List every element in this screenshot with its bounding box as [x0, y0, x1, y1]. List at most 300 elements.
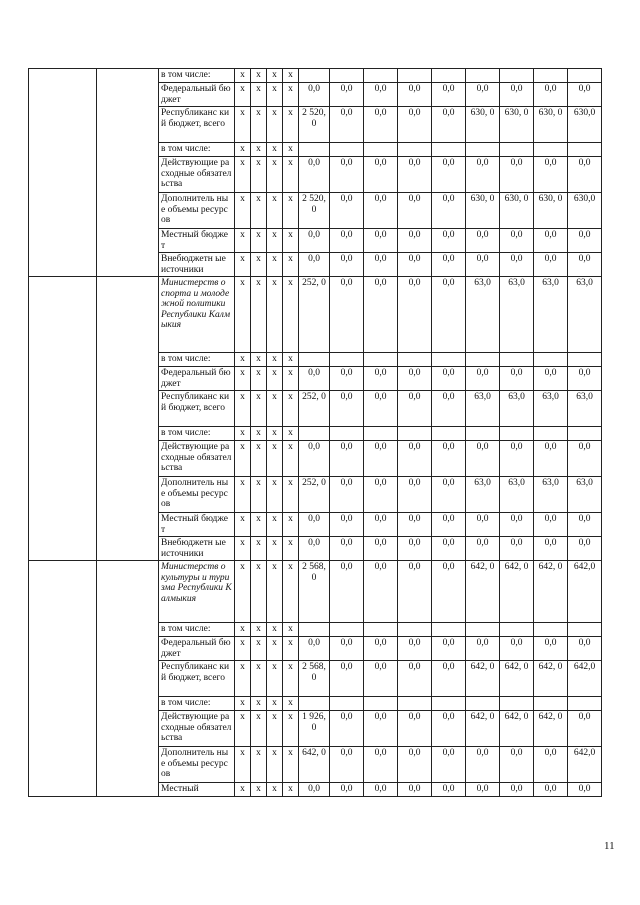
- value-cell: 0,0: [466, 367, 500, 391]
- x-mark-cell: x: [235, 427, 251, 441]
- value-cell: 0,0: [398, 193, 432, 229]
- x-mark-cell: x: [235, 637, 251, 661]
- value-cell: 0,0: [500, 83, 534, 107]
- x-mark-cell: x: [267, 661, 283, 697]
- value-cell: 1 926, 0: [299, 711, 330, 747]
- x-mark-cell: x: [235, 441, 251, 477]
- table-row: [29, 561, 637, 623]
- x-mark-cell: x: [251, 747, 267, 783]
- value-cell: 642,0: [568, 661, 602, 697]
- value-cell: 0,0: [330, 229, 364, 253]
- value-cell: 0,0: [299, 229, 330, 253]
- value-cell: [364, 143, 398, 157]
- value-cell: [432, 427, 466, 441]
- value-cell: 0,0: [299, 367, 330, 391]
- value-cell: 0,0: [364, 561, 398, 623]
- row-label: Министерств о спорта и молодежной политики Республики Калмыкия: [159, 277, 235, 353]
- value-cell: [398, 427, 432, 441]
- x-mark-cell: x: [235, 193, 251, 229]
- value-cell: 0,0: [330, 441, 364, 477]
- value-cell: [466, 353, 500, 367]
- value-cell: 0,0: [398, 367, 432, 391]
- value-cell: 252, 0: [299, 477, 330, 513]
- value-cell: 0,0: [364, 477, 398, 513]
- value-cell: [466, 427, 500, 441]
- x-mark-cell: x: [283, 367, 299, 391]
- value-cell: 0,0: [398, 561, 432, 623]
- value-cell: 0,0: [330, 277, 364, 353]
- row-label: Местный бюджет: [159, 229, 235, 253]
- value-cell: 0,0: [466, 441, 500, 477]
- value-cell: 630,0: [568, 107, 602, 143]
- row-label: в том числе:: [159, 427, 235, 441]
- x-mark-cell: x: [235, 229, 251, 253]
- row-label: Республиканс кий бюджет, всего: [159, 391, 235, 427]
- x-mark-cell: x: [235, 353, 251, 367]
- value-cell: 2 520, 0: [299, 107, 330, 143]
- value-cell: [500, 353, 534, 367]
- value-cell: 0,0: [330, 107, 364, 143]
- value-cell: 0,0: [398, 513, 432, 537]
- x-mark-cell: x: [283, 229, 299, 253]
- value-cell: [398, 623, 432, 637]
- value-cell: 63,0: [534, 477, 568, 513]
- section-span-cell: [97, 561, 159, 797]
- value-cell: 0,0: [534, 513, 568, 537]
- value-cell: [398, 697, 432, 711]
- value-cell: 0,0: [500, 513, 534, 537]
- value-cell: 0,0: [398, 391, 432, 427]
- value-cell: 0,0: [398, 747, 432, 783]
- x-mark-cell: x: [251, 353, 267, 367]
- value-cell: 0,0: [330, 367, 364, 391]
- value-cell: 642,0: [568, 747, 602, 783]
- value-cell: [568, 69, 602, 83]
- x-mark-cell: x: [283, 783, 299, 797]
- x-mark-cell: x: [283, 193, 299, 229]
- value-cell: [398, 353, 432, 367]
- value-cell: 0,0: [364, 193, 398, 229]
- value-cell: [330, 69, 364, 83]
- value-cell: 0,0: [398, 783, 432, 797]
- value-cell: 0,0: [500, 157, 534, 193]
- value-cell: [534, 353, 568, 367]
- value-cell: 642, 0: [534, 561, 568, 623]
- x-mark-cell: x: [251, 623, 267, 637]
- value-cell: [364, 623, 398, 637]
- value-cell: 0,0: [466, 83, 500, 107]
- x-mark-cell: x: [251, 637, 267, 661]
- x-mark-cell: x: [235, 513, 251, 537]
- x-mark-cell: x: [283, 513, 299, 537]
- value-cell: 63,0: [466, 277, 500, 353]
- value-cell: 630, 0: [500, 107, 534, 143]
- value-cell: 0,0: [398, 253, 432, 277]
- x-mark-cell: x: [283, 747, 299, 783]
- x-mark-cell: x: [267, 537, 283, 561]
- value-cell: 0,0: [330, 637, 364, 661]
- value-cell: 0,0: [500, 747, 534, 783]
- value-cell: [398, 69, 432, 83]
- value-cell: [364, 69, 398, 83]
- x-mark-cell: x: [267, 277, 283, 353]
- x-mark-cell: x: [235, 83, 251, 107]
- value-cell: 2 568, 0: [299, 561, 330, 623]
- x-mark-cell: x: [267, 427, 283, 441]
- value-cell: [500, 69, 534, 83]
- value-cell: [466, 143, 500, 157]
- value-cell: 0,0: [500, 367, 534, 391]
- x-mark-cell: x: [267, 193, 283, 229]
- value-cell: [364, 697, 398, 711]
- row-label: Министерств о культуры и туризма Республики Калмыкия: [159, 561, 235, 623]
- x-mark-cell: x: [267, 391, 283, 427]
- value-cell: 0,0: [432, 661, 466, 697]
- value-cell: 0,0: [330, 477, 364, 513]
- row-label: в том числе:: [159, 143, 235, 157]
- value-cell: 0,0: [364, 157, 398, 193]
- value-cell: 0,0: [330, 391, 364, 427]
- value-cell: 252, 0: [299, 391, 330, 427]
- x-mark-cell: x: [283, 537, 299, 561]
- x-mark-cell: x: [283, 697, 299, 711]
- x-mark-cell: x: [235, 477, 251, 513]
- page-number: 11: [604, 840, 615, 852]
- value-cell: 0,0: [299, 157, 330, 193]
- value-cell: 0,0: [299, 83, 330, 107]
- value-cell: [299, 697, 330, 711]
- x-mark-cell: x: [251, 69, 267, 83]
- row-label: Дополнитель ные объемы ресурсов: [159, 477, 235, 513]
- value-cell: 0,0: [432, 711, 466, 747]
- value-cell: 0,0: [398, 637, 432, 661]
- value-cell: 0,0: [364, 441, 398, 477]
- value-cell: 0,0: [364, 253, 398, 277]
- value-cell: 0,0: [432, 367, 466, 391]
- value-cell: 0,0: [568, 253, 602, 277]
- row-label: в том числе:: [159, 69, 235, 83]
- value-cell: 0,0: [466, 637, 500, 661]
- x-mark-cell: x: [235, 107, 251, 143]
- value-cell: 0,0: [568, 783, 602, 797]
- x-mark-cell: x: [267, 353, 283, 367]
- value-cell: 0,0: [299, 783, 330, 797]
- x-mark-cell: x: [283, 661, 299, 697]
- value-cell: 0,0: [432, 561, 466, 623]
- value-cell: 0,0: [398, 441, 432, 477]
- value-cell: 0,0: [398, 537, 432, 561]
- value-cell: 0,0: [299, 637, 330, 661]
- value-cell: 0,0: [364, 107, 398, 143]
- value-cell: 0,0: [364, 747, 398, 783]
- value-cell: 0,0: [432, 477, 466, 513]
- value-cell: 0,0: [364, 711, 398, 747]
- value-cell: 0,0: [500, 637, 534, 661]
- x-mark-cell: x: [267, 107, 283, 143]
- x-mark-cell: x: [283, 477, 299, 513]
- value-cell: 0,0: [534, 747, 568, 783]
- value-cell: 0,0: [466, 537, 500, 561]
- value-cell: 0,0: [432, 513, 466, 537]
- value-cell: 0,0: [500, 229, 534, 253]
- x-mark-cell: x: [267, 367, 283, 391]
- x-mark-cell: x: [267, 697, 283, 711]
- value-cell: [534, 69, 568, 83]
- value-cell: 63,0: [568, 477, 602, 513]
- x-mark-cell: x: [251, 711, 267, 747]
- x-mark-cell: x: [251, 427, 267, 441]
- value-cell: 642, 0: [534, 711, 568, 747]
- x-mark-cell: x: [235, 711, 251, 747]
- x-mark-cell: x: [267, 69, 283, 83]
- value-cell: 0,0: [398, 83, 432, 107]
- value-cell: [500, 623, 534, 637]
- value-cell: 0,0: [500, 537, 534, 561]
- value-cell: [299, 69, 330, 83]
- x-mark-cell: x: [283, 427, 299, 441]
- value-cell: [364, 353, 398, 367]
- value-cell: 642, 0: [466, 561, 500, 623]
- x-mark-cell: x: [267, 561, 283, 623]
- value-cell: 630, 0: [534, 193, 568, 229]
- row-label: Действующие расходные обязательства: [159, 711, 235, 747]
- x-mark-cell: x: [251, 193, 267, 229]
- x-mark-cell: x: [251, 229, 267, 253]
- value-cell: 630,0: [568, 193, 602, 229]
- value-cell: 0,0: [299, 441, 330, 477]
- x-mark-cell: x: [267, 441, 283, 477]
- x-mark-cell: x: [251, 253, 267, 277]
- value-cell: 0,0: [398, 107, 432, 143]
- value-cell: 0,0: [466, 747, 500, 783]
- x-mark-cell: x: [267, 711, 283, 747]
- value-cell: [330, 143, 364, 157]
- value-cell: 0,0: [534, 441, 568, 477]
- value-cell: 0,0: [364, 229, 398, 253]
- value-cell: 0,0: [432, 253, 466, 277]
- x-mark-cell: x: [251, 441, 267, 477]
- value-cell: 0,0: [466, 229, 500, 253]
- value-cell: 63,0: [568, 391, 602, 427]
- x-mark-cell: x: [267, 747, 283, 783]
- x-mark-cell: x: [267, 477, 283, 513]
- x-mark-cell: x: [283, 561, 299, 623]
- x-mark-cell: x: [235, 561, 251, 623]
- x-mark-cell: x: [267, 637, 283, 661]
- value-cell: 642, 0: [534, 661, 568, 697]
- row-label: Внебюджетн ые источники: [159, 537, 235, 561]
- value-cell: [500, 427, 534, 441]
- value-cell: [432, 69, 466, 83]
- x-mark-cell: x: [267, 157, 283, 193]
- row-label: Федеральный бюджет: [159, 83, 235, 107]
- x-mark-cell: x: [267, 623, 283, 637]
- value-cell: [500, 697, 534, 711]
- value-cell: 0,0: [568, 441, 602, 477]
- x-mark-cell: x: [251, 661, 267, 697]
- x-mark-cell: x: [267, 783, 283, 797]
- value-cell: [568, 353, 602, 367]
- value-cell: 0,0: [398, 229, 432, 253]
- value-cell: 0,0: [500, 783, 534, 797]
- value-cell: 0,0: [398, 661, 432, 697]
- value-cell: 63,0: [500, 391, 534, 427]
- value-cell: 0,0: [364, 661, 398, 697]
- value-cell: 0,0: [432, 391, 466, 427]
- value-cell: 0,0: [534, 229, 568, 253]
- x-mark-cell: x: [235, 277, 251, 353]
- value-cell: 0,0: [398, 711, 432, 747]
- section-span-cell: [97, 277, 159, 561]
- value-cell: 2 568, 0: [299, 661, 330, 697]
- value-cell: 0,0: [398, 277, 432, 353]
- row-label: Дополнитель ные объемы ресурсов: [159, 193, 235, 229]
- value-cell: 0,0: [432, 537, 466, 561]
- value-cell: 0,0: [500, 441, 534, 477]
- value-cell: 0,0: [299, 537, 330, 561]
- value-cell: 0,0: [432, 107, 466, 143]
- value-cell: 0,0: [534, 253, 568, 277]
- value-cell: [534, 697, 568, 711]
- value-cell: 0,0: [534, 537, 568, 561]
- x-mark-cell: x: [235, 391, 251, 427]
- value-cell: 0,0: [330, 661, 364, 697]
- value-cell: 0,0: [432, 277, 466, 353]
- value-cell: 0,0: [568, 229, 602, 253]
- x-mark-cell: x: [251, 391, 267, 427]
- value-cell: 0,0: [568, 367, 602, 391]
- value-cell: [398, 143, 432, 157]
- x-mark-cell: x: [283, 637, 299, 661]
- x-mark-cell: x: [283, 623, 299, 637]
- x-mark-cell: x: [283, 107, 299, 143]
- value-cell: 0,0: [364, 783, 398, 797]
- value-cell: 0,0: [330, 561, 364, 623]
- value-cell: 0,0: [568, 537, 602, 561]
- value-cell: [299, 353, 330, 367]
- value-cell: 630, 0: [466, 193, 500, 229]
- x-mark-cell: x: [251, 697, 267, 711]
- row-label: Внебюджетн ые источники: [159, 253, 235, 277]
- value-cell: 63,0: [466, 477, 500, 513]
- value-cell: 0,0: [500, 253, 534, 277]
- value-cell: 0,0: [432, 747, 466, 783]
- row-label: Федеральный бюджет: [159, 367, 235, 391]
- x-mark-cell: x: [251, 513, 267, 537]
- x-mark-cell: x: [235, 253, 251, 277]
- x-mark-cell: x: [251, 477, 267, 513]
- value-cell: 0,0: [432, 229, 466, 253]
- value-cell: [432, 353, 466, 367]
- x-mark-cell: x: [235, 537, 251, 561]
- row-label: Местный: [159, 783, 235, 797]
- value-cell: [534, 143, 568, 157]
- value-cell: 63,0: [568, 277, 602, 353]
- x-mark-cell: x: [251, 367, 267, 391]
- value-cell: [330, 697, 364, 711]
- row-label: Республиканс кий бюджет, всего: [159, 107, 235, 143]
- value-cell: 0,0: [534, 783, 568, 797]
- value-cell: 0,0: [330, 193, 364, 229]
- section-span-cell: [97, 69, 159, 277]
- x-mark-cell: x: [283, 143, 299, 157]
- row-label: Действующие расходные обязательства: [159, 441, 235, 477]
- value-cell: 0,0: [364, 637, 398, 661]
- table-row: [29, 69, 637, 83]
- value-cell: 642, 0: [500, 661, 534, 697]
- value-cell: 0,0: [330, 157, 364, 193]
- x-mark-cell: x: [251, 143, 267, 157]
- row-label: в том числе:: [159, 353, 235, 367]
- value-cell: [299, 427, 330, 441]
- value-cell: 0,0: [432, 83, 466, 107]
- x-mark-cell: x: [267, 229, 283, 253]
- value-cell: [330, 353, 364, 367]
- x-mark-cell: x: [283, 391, 299, 427]
- x-mark-cell: x: [283, 711, 299, 747]
- value-cell: 2 520, 0: [299, 193, 330, 229]
- value-cell: 0,0: [432, 783, 466, 797]
- value-cell: 0,0: [364, 83, 398, 107]
- value-cell: 0,0: [364, 367, 398, 391]
- value-cell: 630, 0: [500, 193, 534, 229]
- x-mark-cell: x: [235, 783, 251, 797]
- value-cell: 0,0: [432, 441, 466, 477]
- value-cell: [432, 623, 466, 637]
- value-cell: 642, 0: [299, 747, 330, 783]
- x-mark-cell: x: [251, 83, 267, 107]
- value-cell: [432, 697, 466, 711]
- value-cell: 0,0: [364, 391, 398, 427]
- x-mark-cell: x: [251, 537, 267, 561]
- value-cell: 0,0: [568, 157, 602, 193]
- x-mark-cell: x: [251, 277, 267, 353]
- value-cell: [466, 69, 500, 83]
- value-cell: 0,0: [466, 157, 500, 193]
- value-cell: 0,0: [364, 513, 398, 537]
- value-cell: [568, 697, 602, 711]
- value-cell: 0,0: [299, 513, 330, 537]
- x-mark-cell: x: [283, 69, 299, 83]
- value-cell: 252, 0: [299, 277, 330, 353]
- value-cell: 0,0: [534, 83, 568, 107]
- value-cell: 0,0: [568, 711, 602, 747]
- section-span-cell: [29, 69, 97, 277]
- x-mark-cell: x: [251, 157, 267, 193]
- x-mark-cell: x: [267, 253, 283, 277]
- value-cell: 0,0: [364, 537, 398, 561]
- x-mark-cell: x: [235, 143, 251, 157]
- row-label: Дополнитель ные объемы ресурсов: [159, 747, 235, 783]
- x-mark-cell: x: [283, 441, 299, 477]
- value-cell: [432, 143, 466, 157]
- row-label: Федеральный бюджет: [159, 637, 235, 661]
- value-cell: [466, 623, 500, 637]
- x-mark-cell: x: [283, 353, 299, 367]
- value-cell: 63,0: [534, 277, 568, 353]
- value-cell: 0,0: [330, 783, 364, 797]
- x-mark-cell: x: [251, 783, 267, 797]
- row-label: Действующие расходные обязательства: [159, 157, 235, 193]
- value-cell: 642, 0: [500, 561, 534, 623]
- x-mark-cell: x: [283, 253, 299, 277]
- value-cell: 642,0: [568, 561, 602, 623]
- value-cell: [330, 427, 364, 441]
- row-label: Местный бюджет: [159, 513, 235, 537]
- value-cell: 0,0: [534, 637, 568, 661]
- budget-table: [28, 68, 637, 797]
- x-mark-cell: x: [267, 513, 283, 537]
